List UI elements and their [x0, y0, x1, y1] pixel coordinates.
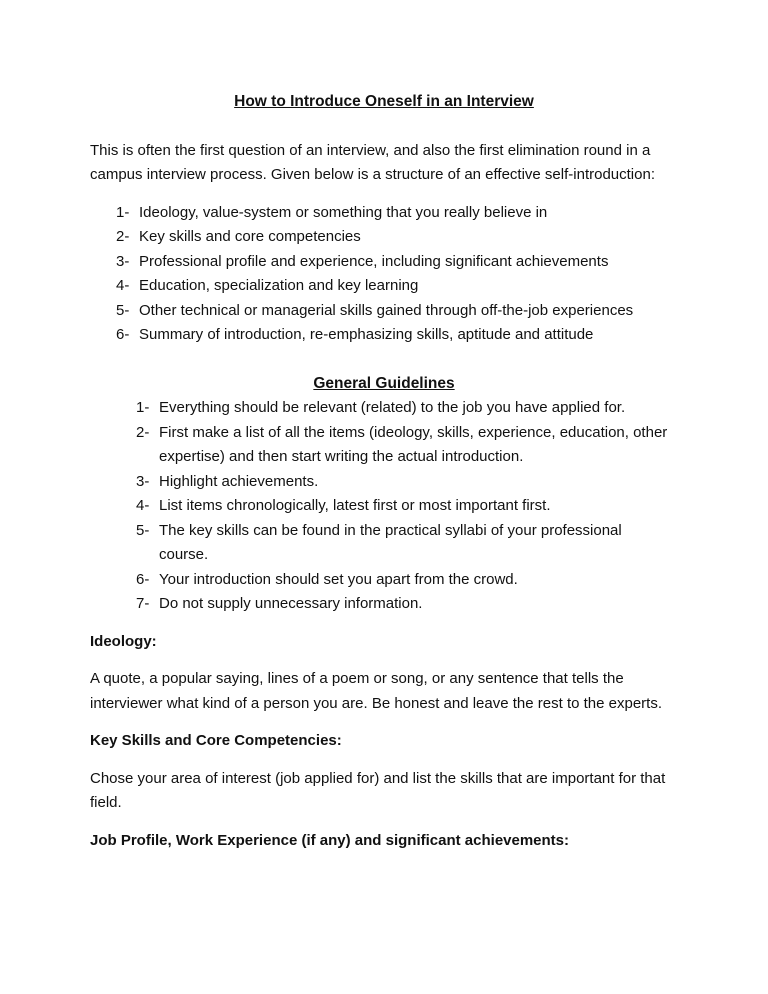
list-item: List items chronologically, latest first or most important first. [159, 497, 551, 514]
list-item: Summary of introduction, re-emphasizing skills, aptitude and attitude [139, 326, 594, 343]
list-item: Professional profile and experience, including significant achievements [139, 252, 609, 270]
guidelines-heading: General Guidelines [313, 374, 455, 392]
intro-paragraph: This is often the first question of an interview, and also the first elimination round in a campus interview process. Given below is a structure of an effective self-introduction: [90, 141, 655, 183]
section-body-ideology: A quote, a popular saying, lines of a poem or song, or any sentence that tells the interviewer what kind of a person you are. Be honest and leave the rest to the experts. [90, 670, 662, 712]
guidelines-list [136, 396, 678, 617]
list-item: Do not supply unnecessary information. [159, 595, 423, 612]
list-item: Ideology, value-system or something that you really believe in [139, 203, 548, 221]
document-title: How to Introduce Oneself in an Interview [234, 93, 534, 110]
structure-list [116, 201, 678, 348]
list-item: Everything should be relevant (related) to the job you have applied for. [159, 399, 626, 416]
list-item: Education, specialization and key learning [139, 277, 419, 294]
list-item: The key skills can be found in the practical syllabi of your professional course. [159, 521, 622, 563]
list-item: Key skills and core competencies [139, 228, 361, 245]
list-item: Other technical or managerial skills gained through off-the-job experiences [139, 301, 634, 319]
section-body-key-skills: Chose your area of interest (job applied for) and list the skills that are important for that field. [90, 769, 666, 811]
section-heading-key-skills: Key Skills and Core Competencies: [90, 732, 342, 749]
list-item: Highlight achievements. [159, 472, 319, 490]
list-item: Your introduction should set you apart from the crowd. [159, 570, 518, 588]
section-heading-job-profile: Job Profile, Work Experience (if any) and significant achievements: [90, 831, 570, 849]
section-heading-ideology: Ideology: [90, 632, 157, 650]
list-item: First make a list of all the items (ideology, skills, experience, education, other expertise) and then start writing the actual introduction. [159, 423, 668, 465]
